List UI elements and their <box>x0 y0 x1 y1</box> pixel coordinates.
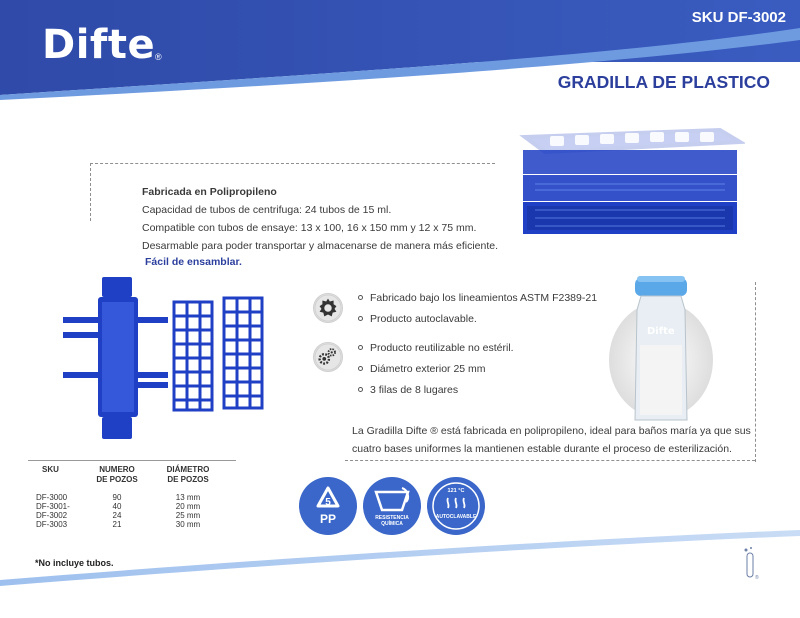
material-title: Fabricada en Polipropileno <box>142 186 277 198</box>
dashed-divider-left <box>90 163 91 221</box>
dashed-divider-top <box>90 163 495 164</box>
chem-label-2: QUÍMICA <box>381 521 403 527</box>
product-description: La Gradilla Difte ® está fabricada en polipropileno, ideal para baños maría ya que sus cuatro bases uniformes la mantienen estable durante el proceso de esterilización. <box>352 425 751 455</box>
sku-table <box>28 465 230 529</box>
gears-icon <box>313 342 343 372</box>
disassembled-parts-photo <box>58 272 276 442</box>
easy-assembly-label: Fácil de ensamblar. <box>145 256 242 268</box>
chemical-resistance-badge <box>362 476 422 536</box>
pp-number: 5 <box>325 497 331 508</box>
product-title: GRADILLA DE PLASTICO <box>557 72 770 92</box>
header-num-wells: NUMERO DE POZOS <box>96 465 138 484</box>
table-header-row <box>28 465 230 493</box>
autoclave-label: AUTOCLAVABLE <box>435 514 477 520</box>
bullet-icon <box>358 345 363 350</box>
pp-label: PP <box>319 512 337 526</box>
material-line: Compatible con tubos de ensaye: 13 x 100, 16 x 150 mm y 12 x 75 mm. <box>142 222 477 234</box>
footer-band <box>0 530 800 618</box>
bullet-icon <box>358 366 363 371</box>
recycle-pp-badge <box>298 476 358 536</box>
rack-photo <box>505 122 745 242</box>
autoclavable-badge <box>426 476 486 536</box>
header-well-diameter: DIÁMETRO DE POZOS <box>166 465 210 484</box>
material-line: Capacidad de tubos de centrifuga: 24 tubos de 15 ml. <box>142 204 392 216</box>
dashed-divider-right <box>755 282 756 462</box>
material-line: Desarmable para poder transportar y almacenarse de manera más eficiente. <box>142 240 499 252</box>
bottle-label: Difte <box>647 326 675 337</box>
no-tubes-note: *No incluye tubos. <box>35 558 114 568</box>
test-tube-icon <box>741 545 761 581</box>
svg-text:®: ® <box>755 575 759 581</box>
feature-item: Producto reutilizable no estéril. <box>358 337 597 358</box>
bullet-icon <box>358 295 363 300</box>
feature-item: 3 filas de 8 lugares <box>358 379 597 400</box>
dashed-divider-bottom <box>345 460 755 461</box>
feature-item: Fabricado bajo los lineamientos ASTM F2389-21 <box>358 287 597 308</box>
material-block <box>142 183 498 255</box>
table-row: DF-3003 21 30 mm <box>36 520 201 529</box>
table-row: DF-3000 90 13 mm <box>36 493 201 502</box>
sku-title: SKU DF-3002 <box>691 9 786 26</box>
table-row: DF-3001- 40 20 mm <box>36 502 201 511</box>
features-list <box>358 287 597 400</box>
table-row: DF-3002 24 25 mm <box>36 511 201 520</box>
certificate-icon <box>313 293 343 323</box>
autoclave-temp: 121 °C <box>447 488 465 494</box>
feature-item: Diámetro exterior 25 mm <box>358 358 597 379</box>
table-top-rule <box>28 460 236 461</box>
brand-logo: Difte <box>42 22 156 68</box>
bullet-icon <box>358 387 363 392</box>
chem-label-1: RESISTENCIA <box>375 515 409 521</box>
registered-mark: ® <box>155 52 162 62</box>
bullet-icon <box>358 316 363 321</box>
bottle-photo <box>607 270 715 432</box>
feature-item: Producto autoclavable. <box>358 308 597 329</box>
header-sku: SKU <box>42 465 59 474</box>
